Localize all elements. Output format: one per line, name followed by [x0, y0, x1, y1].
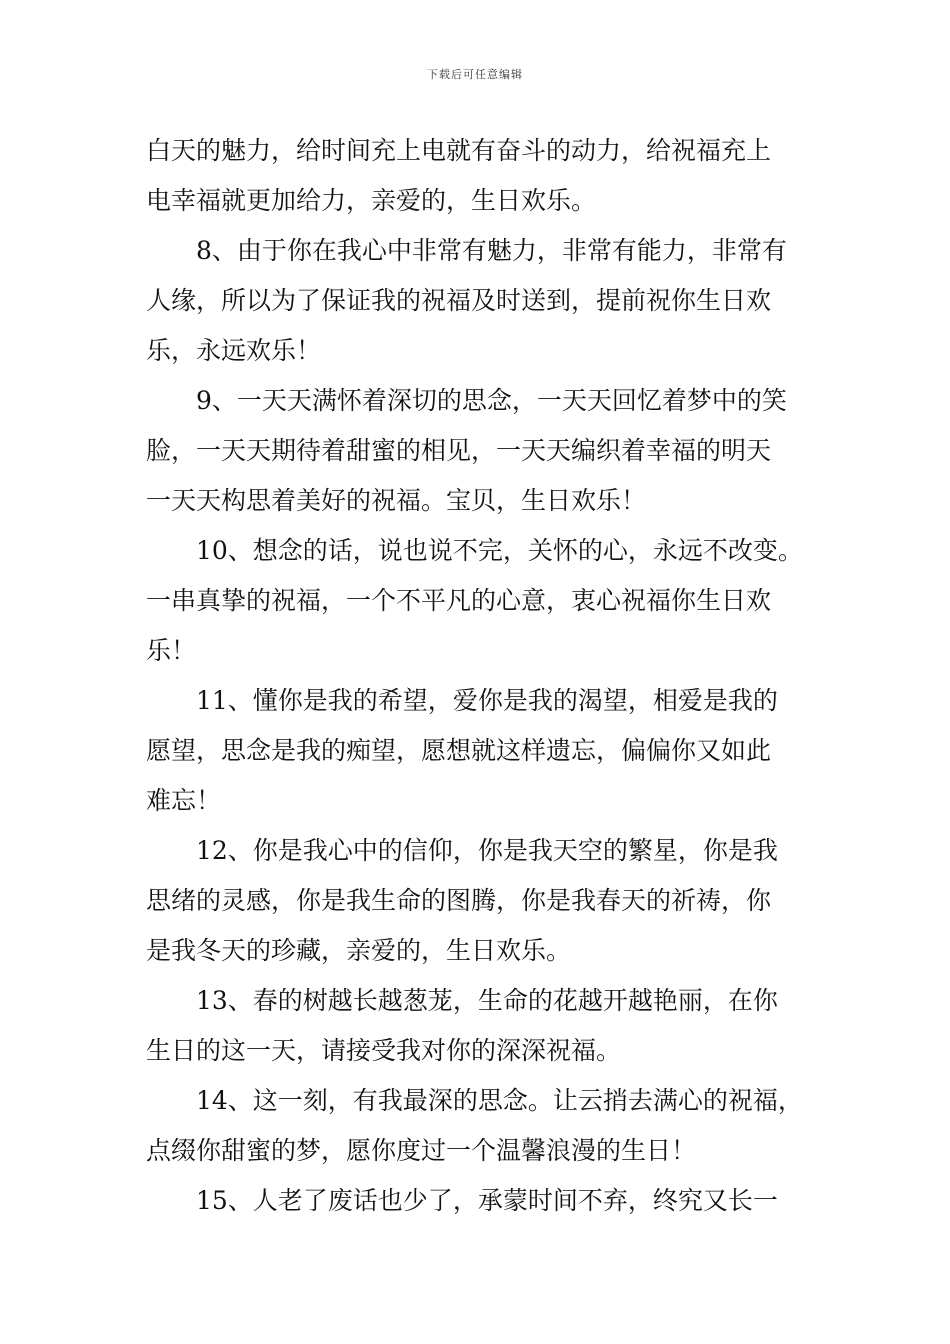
- document-body: [146, 126, 816, 1226]
- text-line: 11、懂你是我的希望，爱你是我的渴望，相爱是我的: [146, 686, 778, 715]
- text-line: 是我冬天的珍藏，亲爱的，生日欢乐。: [146, 936, 572, 965]
- text-line: 13、春的树越长越葱茏，生命的花越开越艳丽，在你: [146, 986, 778, 1015]
- text-line: 一串真挚的祝福，一个不平凡的心意，衷心祝福你生日欢: [146, 586, 772, 615]
- text-line: 生日的这一天，请接受我对你的深深祝福。: [146, 1036, 622, 1065]
- text-line: 人缘，所以为了保证我的祝福及时送到，提前祝你生日欢: [146, 286, 772, 315]
- text-line: 8、由于你在我心中非常有魅力，非常有能力，非常有: [146, 236, 787, 265]
- text-line: 脸，一天天期待着甜蜜的相见，一天天编织着幸福的明天: [146, 436, 772, 465]
- text-line: 12、你是我心中的信仰，你是我天空的繁星，你是我: [146, 836, 778, 865]
- text-line: 14、这一刻，有我最深的思念。让云捎去满心的祝福，: [146, 1086, 803, 1115]
- text-line: 思绪的灵感，你是我生命的图腾，你是我春天的祈祷，你: [146, 886, 772, 915]
- text-line: 10、想念的话，说也说不完，关怀的心，永远不改变。: [146, 536, 803, 565]
- page-header: 下载后可任意编辑: [427, 68, 523, 81]
- text-line: 白天的魅力，给时间充上电就有奋斗的动力，给祝福充上: [146, 136, 772, 165]
- text-line: 9、一天天满怀着深切的思念，一天天回忆着梦中的笑: [146, 386, 787, 415]
- text-line: 乐！: [146, 636, 197, 665]
- text-line: 15、人老了废话也少了，承蒙时间不弃，终究又长一: [146, 1186, 778, 1215]
- text-line: 点缀你甜蜜的梦，愿你度过一个温馨浪漫的生日！: [146, 1136, 697, 1165]
- text-line: 一天天构思着美好的祝福。宝贝，生日欢乐！: [146, 486, 647, 515]
- text-line: 乐，永远欢乐！: [146, 336, 322, 365]
- text-line: 电幸福就更加给力，亲爱的，生日欢乐。: [146, 186, 597, 215]
- text-line: 难忘！: [146, 786, 222, 815]
- text-line: 愿望，思念是我的痴望，愿想就这样遗忘，偏偏你又如此: [146, 736, 772, 765]
